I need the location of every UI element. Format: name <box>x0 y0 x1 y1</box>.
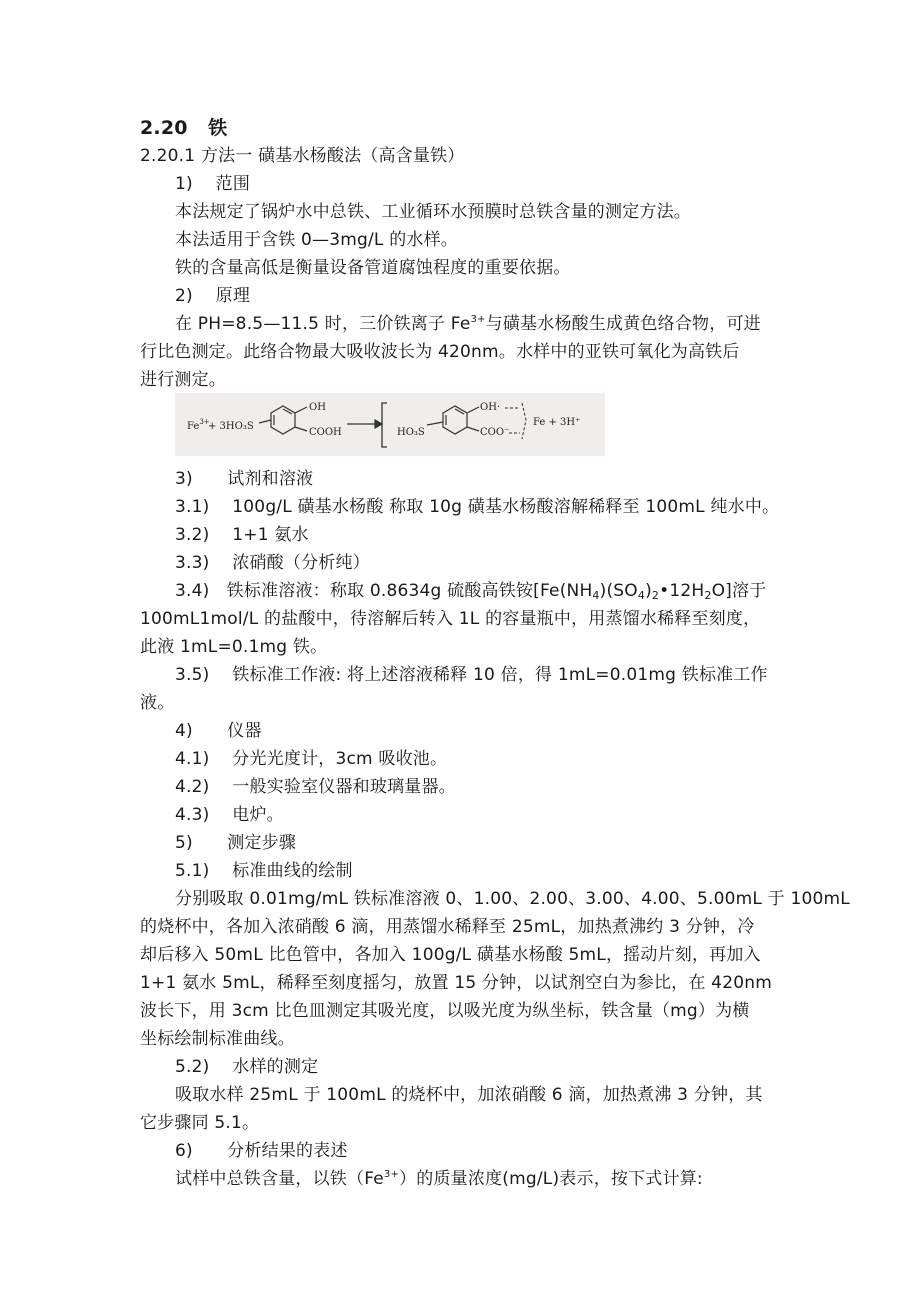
procedure-5-1-line-3: 却后移入 50mL 比色管中，各加入 100g/L 磺基水杨酸 5mL，摇动片刻，再加入 <box>140 945 761 965</box>
reagent-3-3: 3.3) 浓硝酸（分析纯） <box>175 553 370 573</box>
r4-text-e: O]溶于 <box>711 581 767 601</box>
results-fe-charge-sup: 3+ <box>383 1169 400 1180</box>
reaction-reactant: + 3HO₃S <box>208 421 254 432</box>
procedure-5-2-line-2: 它步骤同 5.1。 <box>140 1113 260 1133</box>
r4-text-c: ) <box>645 581 652 601</box>
principle-text-b: 与磺基水杨酸生成黄色络合物，可进 <box>485 314 761 334</box>
procedure-5-1-line-1: 分别吸取 0.01mg/mL 铁标准溶液 0、1.00、2.00、3.00、4.00、5.00mL 于 100mL <box>175 889 850 909</box>
scope-heading: 1) 范围 <box>175 174 251 194</box>
reagent-3-5-line-2: 液。 <box>140 693 175 713</box>
instrument-4-1: 4.1) 分光光度计，3cm 吸收池。 <box>175 749 448 769</box>
procedure-5-2-line-1: 吸取水样 25mL 于 100mL 的烧杯中，加浓硝酸 6 滴，加热煮沸 3 分钟，其 <box>175 1085 763 1105</box>
instruments-heading: 4) 仪器 <box>175 721 262 741</box>
scope-paragraph-1: 本法规定了锅炉水中总铁、工业循环水预膜时总铁含量的测定方法。 <box>175 202 691 222</box>
r4-sub-4: 2 <box>704 589 712 602</box>
scope-paragraph-3: 铁的含量高低是衡量设备管道腐蚀程度的重要依据。 <box>175 258 571 278</box>
reaction-hso3: HO₃S <box>397 427 425 438</box>
results-text-b: ）的质量浓度(mg/L)表示，按下式计算: <box>399 1169 703 1189</box>
results-line-1 <box>175 1166 703 1192</box>
principle-line-3: 进行测定。 <box>140 370 226 390</box>
principle-line-2: 行比色测定。此络合物最大吸收波长为 420nm。水样中的亚铁可氧化为高铁后 <box>140 342 740 362</box>
instrument-4-2: 4.2) 一般实验室仪器和玻璃量器。 <box>175 777 456 797</box>
procedure-5-1-line-6: 坐标绘制标准曲线。 <box>140 1029 295 1049</box>
principle-line-1 <box>175 311 761 337</box>
reaction-equation-image <box>175 393 605 456</box>
section-number: 2.20 <box>140 117 188 139</box>
reaction-fe: $Fe^{3+}$ <box>187 418 210 432</box>
r4-sub-3: 2 <box>651 589 660 602</box>
section-title: 铁 <box>208 117 228 139</box>
principle-text-a: 在 PH=8.5—11.5 时，三价铁离子 Fe <box>175 314 471 334</box>
reagents-heading: 3) 试剂和溶液 <box>175 469 314 489</box>
reagent-3-4-line-1 <box>175 578 766 604</box>
results-heading: 6) 分析结果的表述 <box>175 1141 348 1161</box>
section-heading <box>140 115 227 141</box>
reagent-3-1: 3.1) 100g/L 磺基水杨酸 称取 10g 磺基水杨酸溶解稀释至 100mL 纯水中。 <box>175 497 780 517</box>
reagent-3-5-line-1: 3.5) 铁标准工作液: 将上述溶液稀释 10 倍，得 1mL=0.01mg 铁标准工作 <box>175 665 768 685</box>
procedure-heading: 5) 测定步骤 <box>175 833 297 853</box>
r4-text-b: )(SO <box>599 581 638 601</box>
r4-sub-1: 4 <box>592 589 600 602</box>
procedure-5-1-heading: 5.1) 标准曲线的绘制 <box>175 861 353 881</box>
scope-paragraph-2: 本法适用于含铁 0—3mg/L 的水样。 <box>175 230 458 250</box>
reaction-coo: COO⁻ <box>480 427 510 438</box>
principle-heading: 2) 原理 <box>175 286 251 306</box>
reaction-oh: OH <box>309 402 326 413</box>
procedure-5-2-heading: 5.2) 水样的测定 <box>175 1057 319 1077</box>
results-text-a: 试样中总铁含量，以铁（Fe <box>175 1169 384 1189</box>
procedure-5-1-line-2: 的烧杯中，各加入浓硝酸 6 滴，用蒸馏水稀释至 25mL，加热煮沸约 3 分钟，冷 <box>140 917 755 937</box>
procedure-5-1-line-5: 波长下，用 3cm 比色皿测定其吸光度，以吸光度为纵坐标，铁含量（mg）为横 <box>140 1001 750 1021</box>
reagent-3-4-line-3: 此液 1mL=0.1mg 铁。 <box>140 637 328 657</box>
fe-charge-sup: 3+ <box>470 314 486 325</box>
procedure-5-1-line-4: 1+1 氨水 5mL，稀释至刻度摇匀，放置 15 分钟，以试剂空白为参比，在 420nm <box>140 973 772 993</box>
reaction-cooh: COOH <box>309 427 342 438</box>
r4-sub-2: 4 <box>637 589 646 602</box>
method-heading: 2.20.1 方法一 磺基水杨酸法（高含量铁） <box>140 146 465 166</box>
reaction-products: Fe + 3H⁺ <box>533 417 581 428</box>
r4-text-a: 3.4) 铁标准溶液：称取 0.8634g 硫酸高铁铵[Fe(NH <box>175 581 593 601</box>
reaction-oh-2: OH· <box>480 402 501 413</box>
instrument-4-3: 4.3) 电炉。 <box>175 805 284 825</box>
reagent-3-2: 3.2) 1+1 氨水 <box>175 525 309 545</box>
reagent-3-4-line-2: 100mL1mol/L 的盐酸中，待溶解后转入 1L 的容量瓶中，用蒸馏水稀释至刻度， <box>140 609 761 629</box>
r4-text-d: •12H <box>659 581 705 601</box>
